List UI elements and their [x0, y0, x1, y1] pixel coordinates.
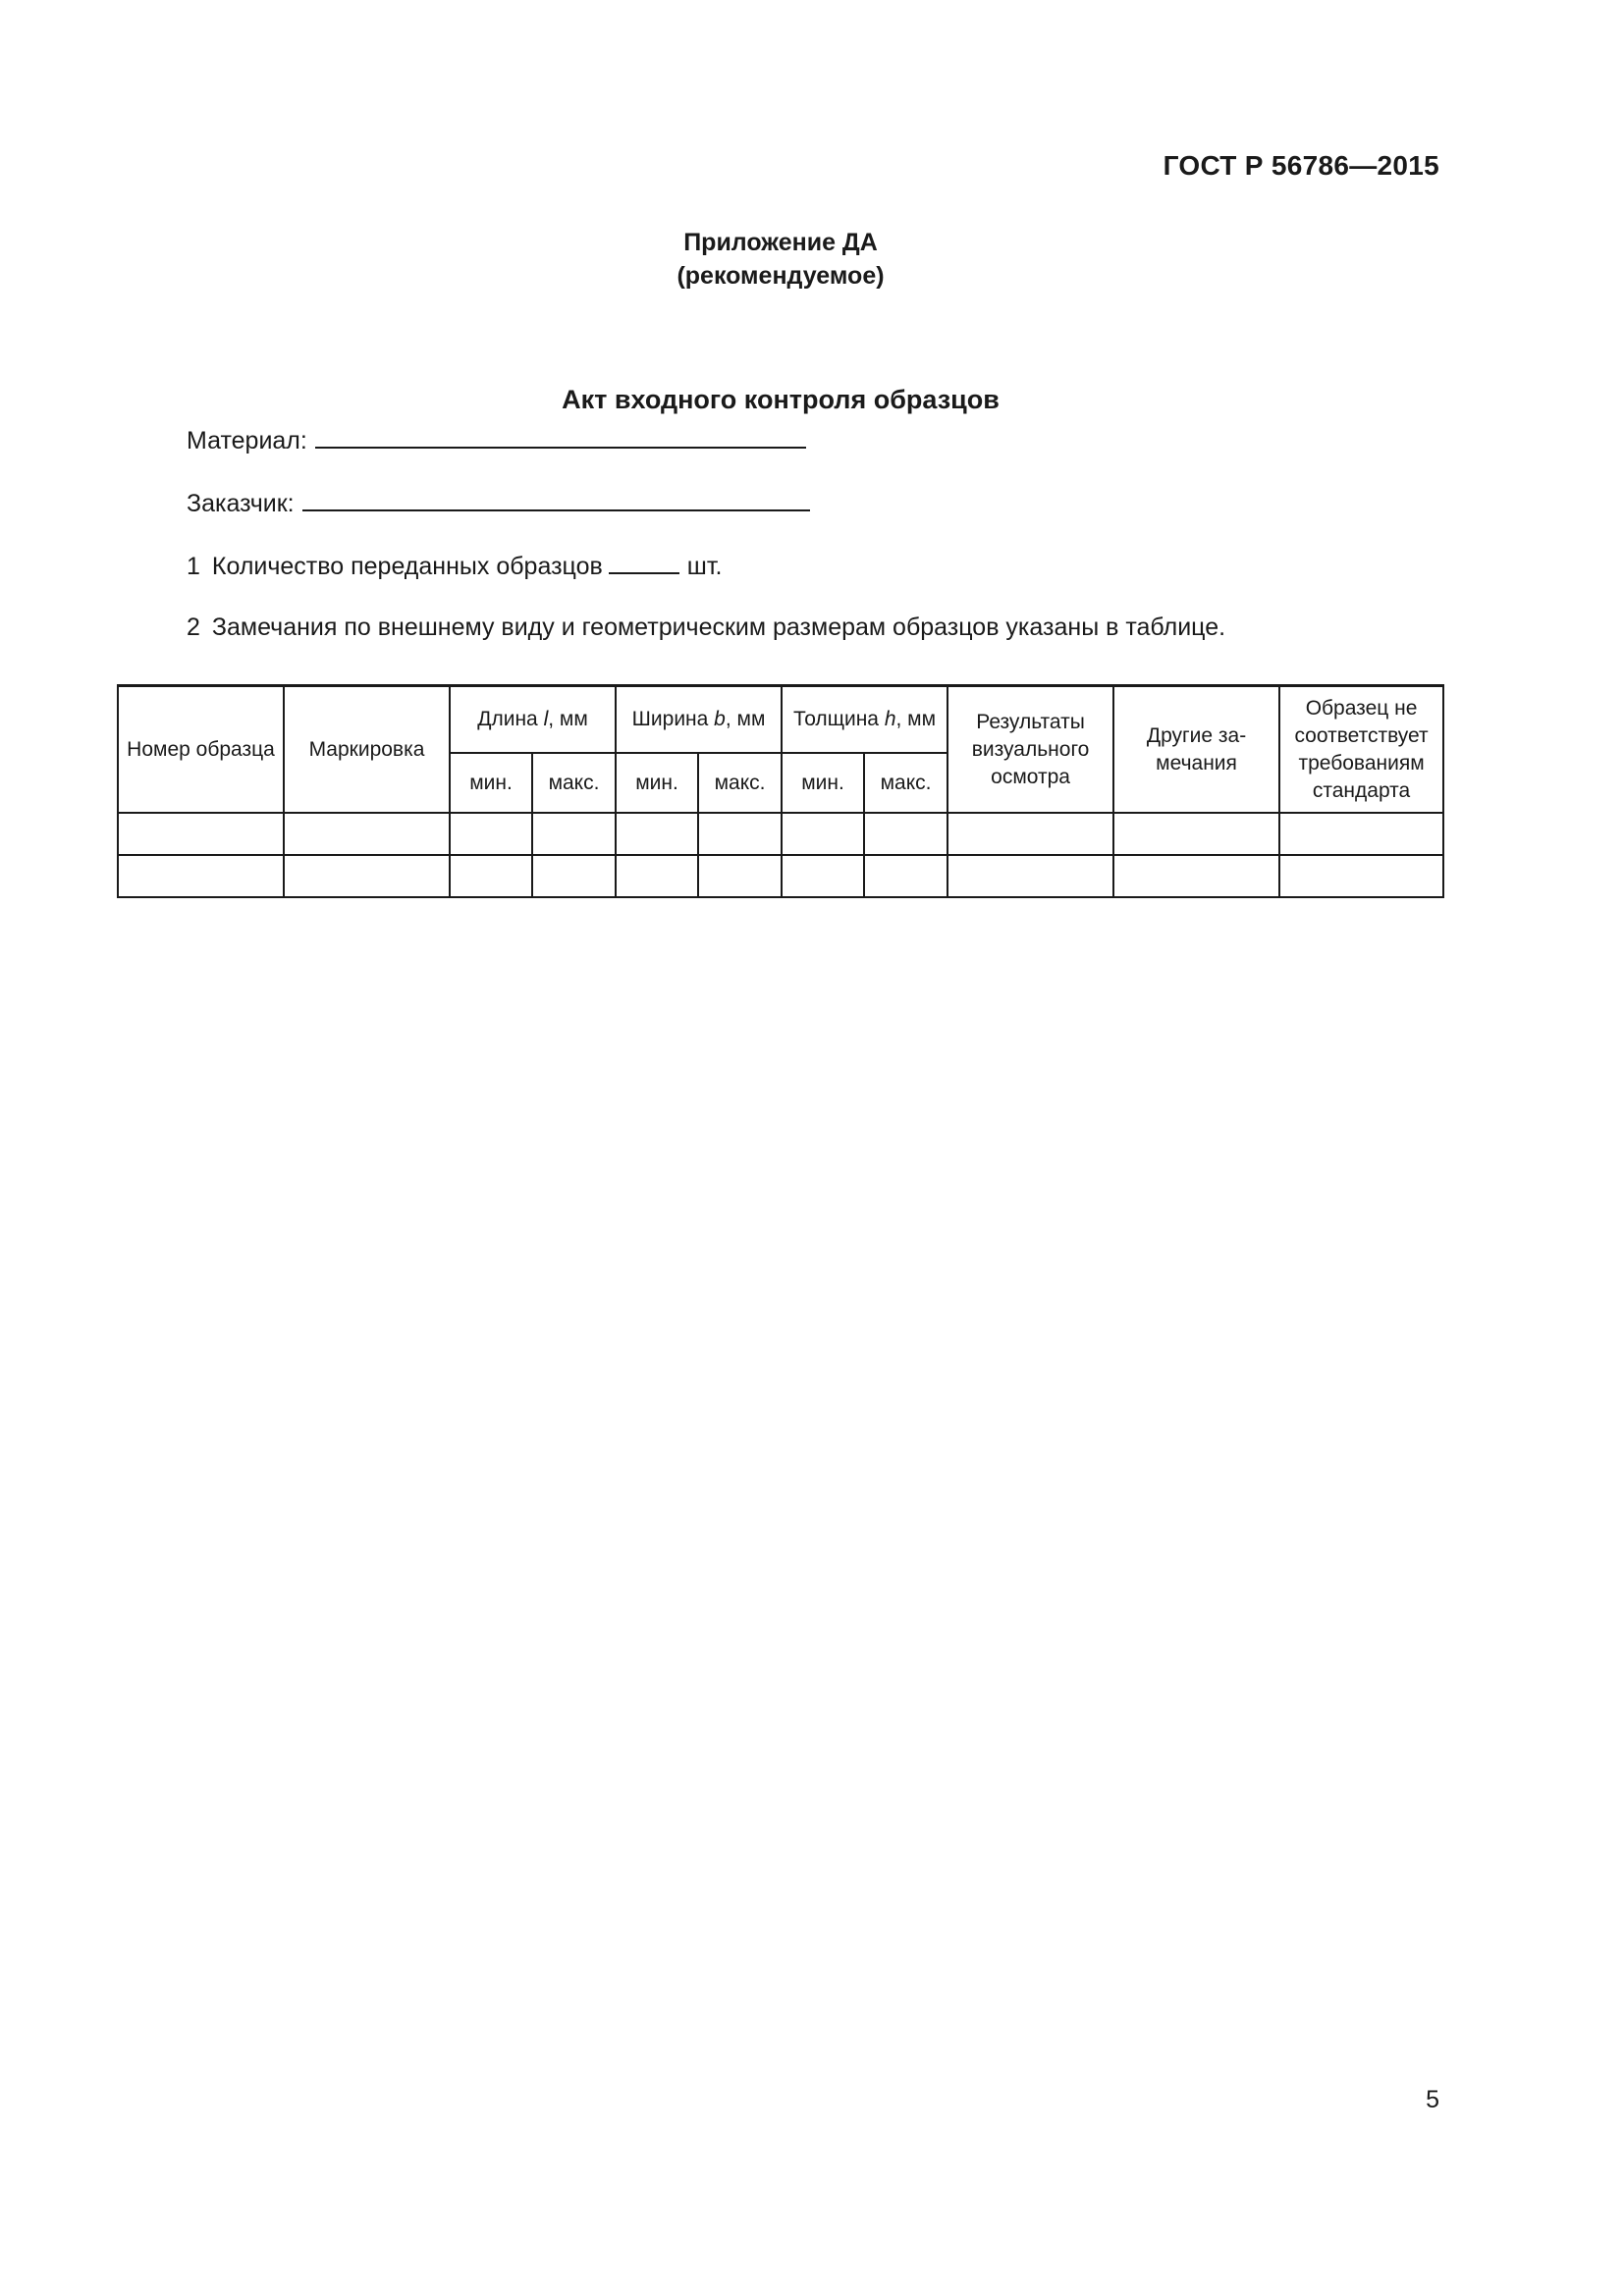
table-row [118, 813, 1443, 855]
item-2 [187, 614, 1225, 642]
table-cell[interactable] [118, 855, 284, 897]
item-1-number: 1 [187, 553, 200, 580]
table-cell[interactable] [1113, 855, 1279, 897]
table-cell[interactable] [1113, 813, 1279, 855]
appendix-title: Приложение ДА [683, 229, 878, 256]
customer-field [187, 488, 810, 518]
header-sample-number: Номер образца [118, 686, 284, 814]
table-cell[interactable] [284, 813, 450, 855]
header-length-min: мин. [450, 753, 532, 813]
table-cell[interactable] [1279, 855, 1443, 897]
table-cell[interactable] [947, 813, 1113, 855]
appendix-subtitle: (рекомендуемое) [677, 262, 885, 290]
table-cell[interactable] [450, 813, 532, 855]
header-thickness-min: мин. [782, 753, 864, 813]
header-length: Длина l, мм [450, 686, 616, 754]
item-1 [187, 551, 722, 581]
table-cell[interactable] [532, 855, 616, 897]
table-cell[interactable] [1279, 813, 1443, 855]
header-nonconformity: Образец не соответствует требованиям стандарта [1279, 686, 1443, 814]
header-thickness: Толщина h, мм [782, 686, 947, 754]
table-cell[interactable] [782, 855, 864, 897]
act-title: Акт входного контроля образцов [562, 385, 1000, 414]
header-width: Ширина b, мм [616, 686, 782, 754]
page-number: 5 [1426, 2086, 1439, 2113]
table-cell[interactable] [616, 813, 698, 855]
standard-code: ГОСТ Р 56786—2015 [1163, 150, 1439, 181]
table-cell[interactable] [284, 855, 450, 897]
customer-label: Заказчик: [187, 490, 295, 517]
header-width-min: мин. [616, 753, 698, 813]
material-field [187, 425, 806, 455]
table-cell[interactable] [698, 813, 782, 855]
appendix-heading [0, 226, 1561, 293]
header-visual-results: Результаты визуального осмотра [947, 686, 1113, 814]
customer-input-line[interactable] [302, 488, 810, 511]
table-cell[interactable] [698, 855, 782, 897]
table-cell[interactable] [782, 813, 864, 855]
table-cell[interactable] [616, 855, 698, 897]
table-cell[interactable] [118, 813, 284, 855]
table-cell[interactable] [532, 813, 616, 855]
table-row [118, 855, 1443, 897]
table-cell[interactable] [450, 855, 532, 897]
sample-count-input-line[interactable] [609, 551, 679, 574]
table-cell[interactable] [864, 813, 947, 855]
header-other-remarks: Другие за-мечания [1113, 686, 1279, 814]
header-marking: Маркировка [284, 686, 450, 814]
item-1-text: Количество переданных образцов [211, 553, 603, 580]
item-2-text: Замечания по внешнему виду и геометрическим размерам образцов указаны в таблице. [211, 614, 1226, 641]
header-thickness-max: макс. [864, 753, 947, 813]
item-1-unit: шт. [686, 553, 723, 580]
table-cell[interactable] [864, 855, 947, 897]
material-input-line[interactable] [315, 425, 806, 449]
header-length-max: макс. [532, 753, 616, 813]
table-cell[interactable] [947, 855, 1113, 897]
item-2-number: 2 [187, 614, 200, 641]
inspection-table [117, 684, 1444, 898]
material-label: Материал: [187, 427, 307, 454]
header-width-max: макс. [698, 753, 782, 813]
